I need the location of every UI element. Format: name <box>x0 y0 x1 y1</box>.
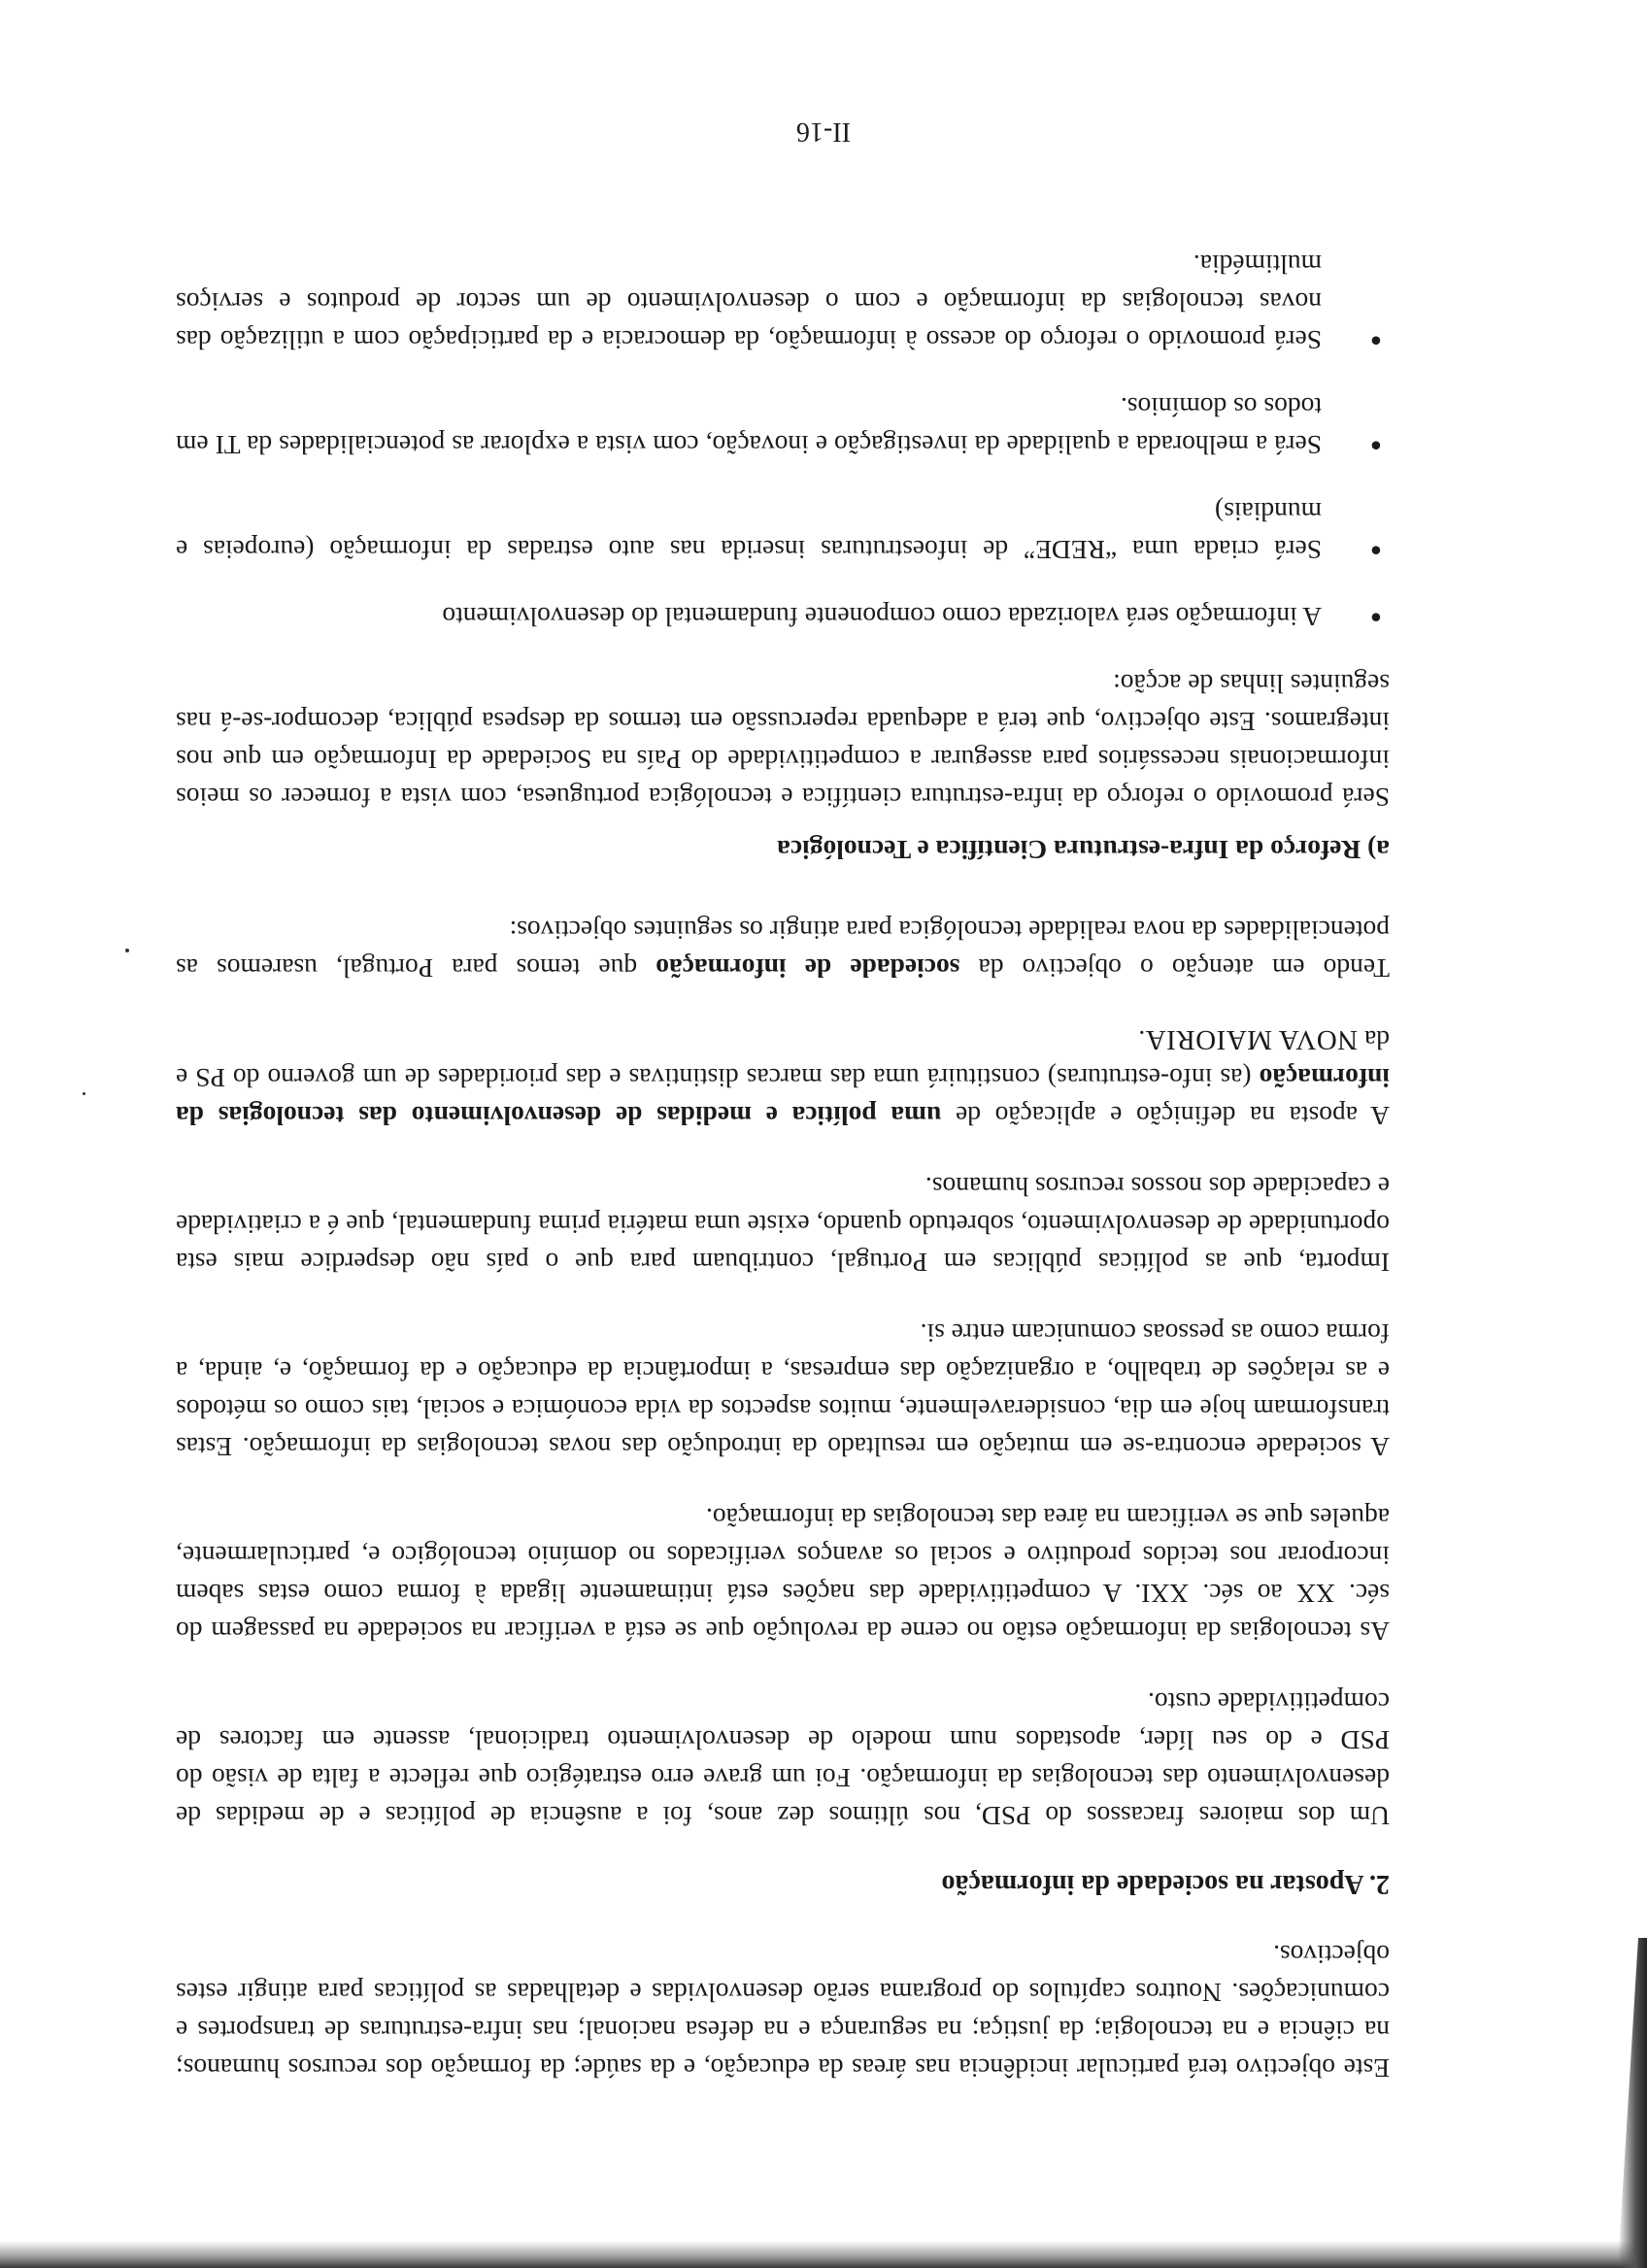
text-run: Tendo em atenção o objectivo da <box>959 953 1390 984</box>
paragraph-policy-bet <box>176 1020 1390 1135</box>
page-body <box>176 207 1390 2087</box>
paragraph-society-mutation: A sociedade encontra-se em mutação em resultado da introdução das novas tecnologias da informação. Estas transformam hoje em dia, consideravelmente, muitos aspectos da vida económica e social, tais como os métodos e as relações de trabalho, a organização das empresas, a importância da educação e da formação, e, ainda, a forma como as pessoas comunicam entre si. <box>176 1318 1390 1462</box>
bullet-icon: ● <box>1369 435 1382 456</box>
list-item-text: Será promovido o reforço do acesso à informação, da democracia e da participação com a utilização das novas tecnologias da informação e com o desenvolvimento de um sector de produtos e serviços multimédia. <box>176 250 1322 355</box>
text-run: que temos para Portugal, usaremos as potencialidades da nova realidade tecnológica para atingir os seguintes objectivos: <box>176 916 1390 984</box>
text-run: . <box>1138 1025 1146 1055</box>
paragraph-information-society-goal <box>176 912 1390 987</box>
subsection-paragraph: Será promovido o reforço da infra-estrutura científica e tecnológica portuguesa, com vista a fornecer os meios informacionais necessários para assegurar a competitividade do País na Sociedade da Informação em que nos integramos. Este objectivo, que terá a adequada repercussão em termos da despesa pública, decompor-se-á nas seguintes linhas de acção: <box>176 669 1390 813</box>
list-item-text: A informação será valorizada como componente fundamental do desenvolvimento <box>442 602 1322 632</box>
list-item <box>176 493 1390 569</box>
scanner-shadow-corner <box>1618 1938 1647 2268</box>
list-item <box>176 388 1390 464</box>
subsection-title: a) Reforço da Infra-estrutura Científica e Tecnológica <box>777 835 1390 865</box>
paragraph-public-policy: Importa, que as políticas públicas em Portugal, contribuam para que o país não desperdice mais esta oportunidade de desenvolvimento, sobretudo quando, existe uma matéria prima fundamental, que é a criatividade e capacidade dos nossos recursos humanos. <box>176 1172 1390 1278</box>
bullet-icon: ● <box>1369 607 1382 628</box>
list-item-text: Será criada uma “REDE” de infoestruturas inserida nas auto estradas da informação (europeias e mundiais) <box>176 497 1322 565</box>
scanner-shadow-edge <box>0 2241 1647 2268</box>
paragraph-psd-failure: Um dos maiores fracassos do PSD, nos últimos dez anos, foi a ausência de políticas e de medidas de desenvolvimento das tecnologias da informação. Foi um grave erro estratégico que reflecte a falta de visão do PSD e do seu líder, apostados num modelo de desenvolvimento tradicional, assente em factores de competitividade custo. <box>176 1687 1390 1831</box>
text-run: (as info-estruturas) constituirá uma das marcas distintivas e das prioridades de um governo do PS e da <box>176 1025 1390 1093</box>
intro-paragraph: Este objectivo terá particular incidência nas áreas da educação, e da saúde; da formação dos recursos humanos; na ciência e na tecnologia; da justiça; na segurança e na defesa nacional; nas infra-estruturas de transportes e comunicações. Noutros capítulos do programa serão desenvolvidas e detalhadas as políticas para atingir estes objectivos. <box>176 1940 1390 2084</box>
bold-text-run: uma política e medidas de desenvolvimento das tecnologias da informação <box>176 1063 1390 1131</box>
bold-text-run: sociedade de informação <box>655 953 960 984</box>
nova-maioria-text: NOVA MAIORIA <box>1145 1024 1359 1055</box>
section-title: 2. Apostar na sociedade da informação <box>941 1869 1390 1899</box>
list-item <box>176 598 1390 636</box>
bullet-icon: ● <box>1369 330 1382 351</box>
paragraph-it-revolution: As tecnologias da informação estão no cerne da revolução que se está a verificar na sociedade na passagem do séc. XX ao séc. XXI. A competitividade das nações está intimamente ligada à forma como estas sabem incorporar nos tecidos produtivo e social os avanços verificados no domínio tecnológico e, particularmente, aqueles que se verificam na área das tecnologias da informação. <box>176 1503 1390 1647</box>
bullet-icon: ● <box>1369 540 1382 561</box>
scan-speck <box>125 949 129 952</box>
text-run: A aposta na definição e aplicação de <box>941 1101 1390 1131</box>
page-number: II-16 <box>796 117 851 147</box>
list-item <box>176 246 1390 359</box>
scan-speck <box>83 1092 85 1095</box>
list-item-text: Será a melhorada a qualidade da investigação e inovação, com vista a explorar as potencialidades da TI em todos os domínios. <box>176 392 1322 460</box>
action-lines-list <box>176 246 1390 636</box>
